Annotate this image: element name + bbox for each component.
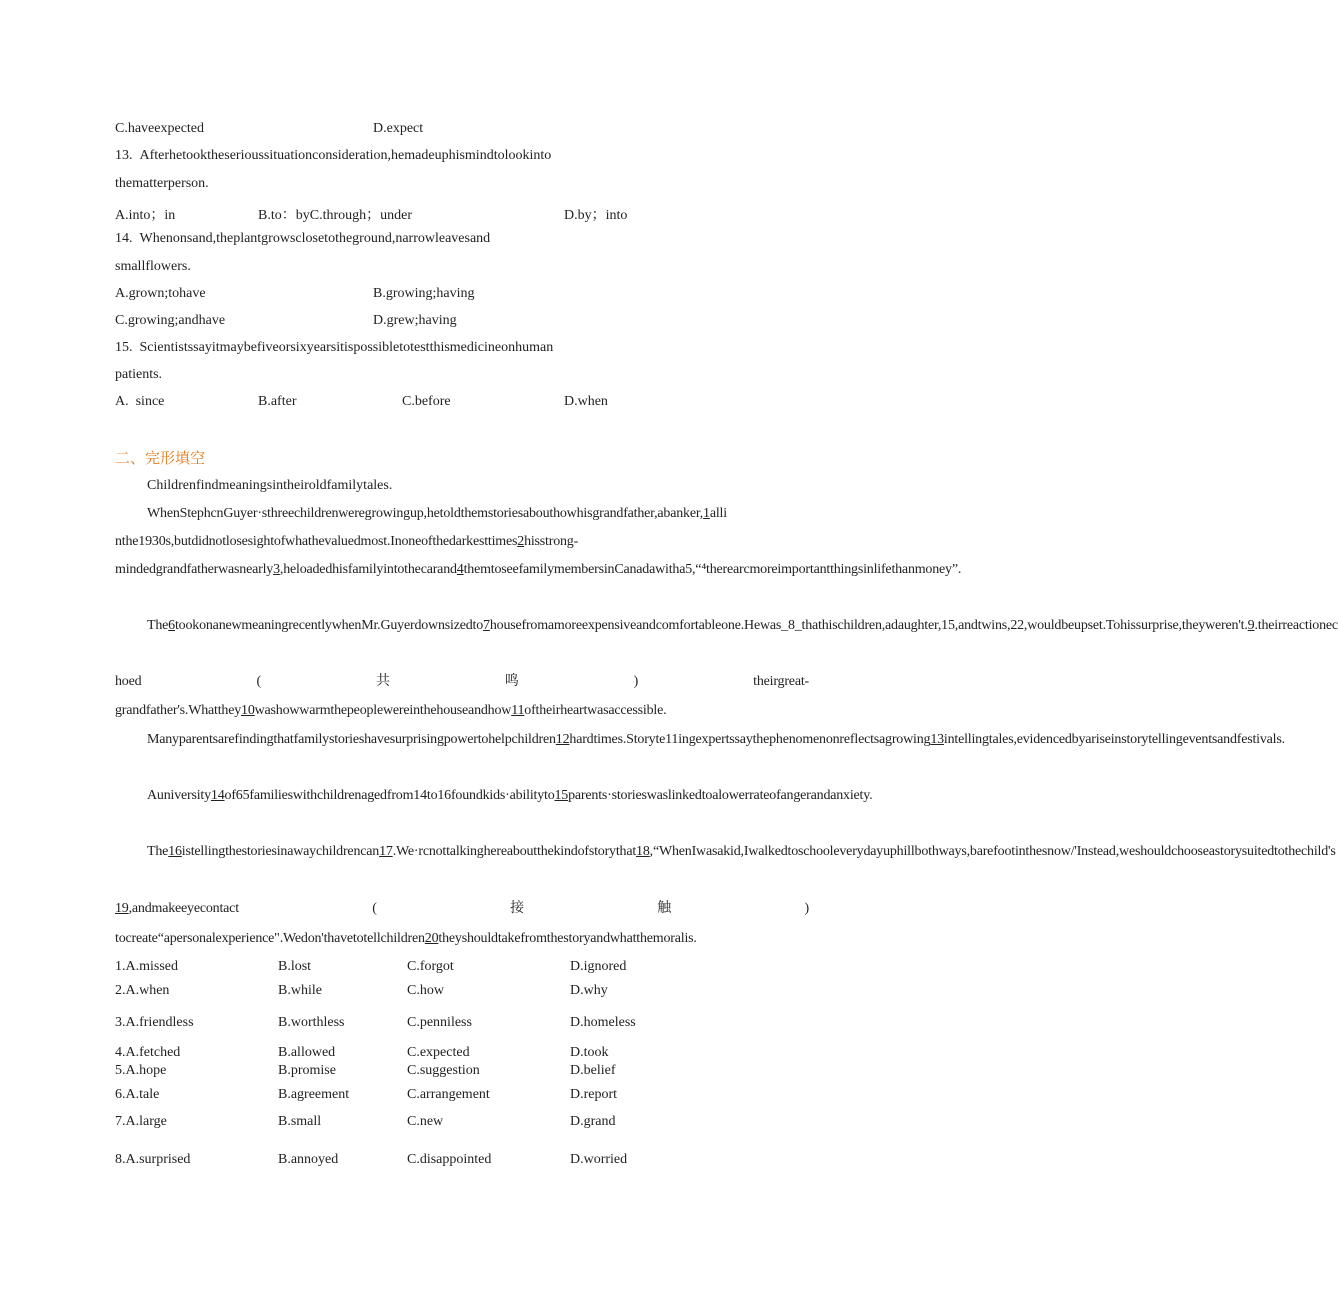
q13-option-bc: B.to：byC.through；under [258,208,412,223]
q13-option-a: A.into；in [115,208,176,223]
blank-6: 6 [168,618,175,633]
q15-stem-line1: 15. Scientistssayitmaybefiveorsixyearsitispossibletotestthismedicineonhuman [115,340,554,355]
passage-paragraph-2-end: grandfather's.Whatthey10washowwarmthepeoplewereinthehouseandhow11oftheirheartwasaccessible. [115,703,667,718]
q15-option-b: B.after [258,394,297,409]
passage-paragraph-3: Manyparentsarefindingthatfamilystorieshavesurprisingpowertohelpchildren12hardtimes.Storyte11ingexpertssaythephenomenonreflectsagrowing13intellingtales,evidencedbyariseinstorytellingeventsandfestivals. [147,732,1285,747]
q13-stem-line1: 13. Afterhetooktheserioussituationconsideration,hemadeuphismindtolookinto [115,148,552,163]
q14-option-d: D.grew;having [373,313,457,328]
blank-12: 12 [555,732,570,747]
passage-paragraph-2: The6tookonanewmeaningrecentlywhenMr.Guyerdownsizedto7housefromamoreexpensiveandcomfortableone.Hewas_8_thathischildren,adaughter,15,andtwins,22,wouldbeupset.Tohissurprise,theyweren't.9.theirreactionec [147,618,1338,633]
passage-paragraph-5: The16istellingthestoriesinawaychildrencan17.We·rcnottalkinghereaboutthekindofstorythat18,“WhenIwasakid,Iwalkedtoschooleverydayuphillbothways,barefootinthesnow/'Instead,weshouldchooseastorysuitedtothechild's [147,844,1336,859]
passage-paragraph-5-end: tocreate“apersonalexperience".Wedon'thavetotellchildren20theyshouldtakefromthestoryandwhatthemoralis. [115,931,697,946]
blank-11: 11 [511,703,525,718]
blank-4: 4 [456,562,464,577]
blank-2: 2 [517,534,525,549]
q14-option-c: C.growing;andhave [115,313,226,328]
blank-15: 15 [554,788,569,803]
q13-stem-line2: thematterperson. [115,176,209,191]
passage-paragraph-1: WhenStephcnGuyer·sthreechildrenweregrowingup,hetoldthemstoriesabouthowhisgrandfather,abanker,1alli nthe1930s,butdidnotlosesightofwhathevaluedmost.Inoneofthedarkesttimes2hisstrong-mindedgrandfatherwasnearly3,heloadedhisfamilyintothecarand4themtoseefamilymembersinCanadawitha5,“⁴therearcmoreimportantthingsinlifethanmoney”. [115,506,962,577]
blank-17: 17 [379,844,393,859]
blank-9: 9 [1247,618,1255,633]
passage-contact-line: 19,andmakeeyecontact ( 接 触 ) [115,901,809,916]
q12-option-d: D.expect [373,121,424,136]
blank-3: 3 [273,562,280,577]
passage-echo-line: hoed ( 共 鸣 ) theirgreat- [115,674,809,689]
q14-option-b: B.growing;having [373,286,475,301]
blank-19: 19 [115,901,129,916]
blank-20: 20 [424,931,439,946]
passage-paragraph-4: Auniversity14of65familieswithchildrenagedfrom14to16foundkids·abilityto15parents·storieswaslinkedtoalowerrateofangerandanxiety. [147,788,873,803]
blank-13: 13 [930,732,944,747]
q15-option-c: C.before [402,394,451,409]
blank-10: 10 [241,703,255,718]
blank-7: 7 [483,618,490,633]
passage-title: Childrenfindmeaningsintheiroldfamilytales. [147,478,393,493]
q15-option-a: A. since [115,394,165,409]
blank-1: 1 [703,506,710,521]
q15-stem-line2: patients. [115,367,163,382]
section-title: 二、完形填空 [115,449,206,467]
blank-14: 14 [210,788,225,803]
blank-18: 18 [636,844,650,859]
q14-stem-line2: smallflowers. [115,259,191,274]
q14-stem-line1: 14. Whenonsand,theplantgrowsclosetotheground,narrowleavesand [115,231,491,246]
blank-16: 16 [168,844,182,859]
q13-option-d: D.by；into [564,208,628,223]
q15-option-d: D.when [564,394,608,409]
q14-option-a: A.grown;tohave [115,286,206,301]
q12-option-c: C.haveexpected [115,121,205,136]
